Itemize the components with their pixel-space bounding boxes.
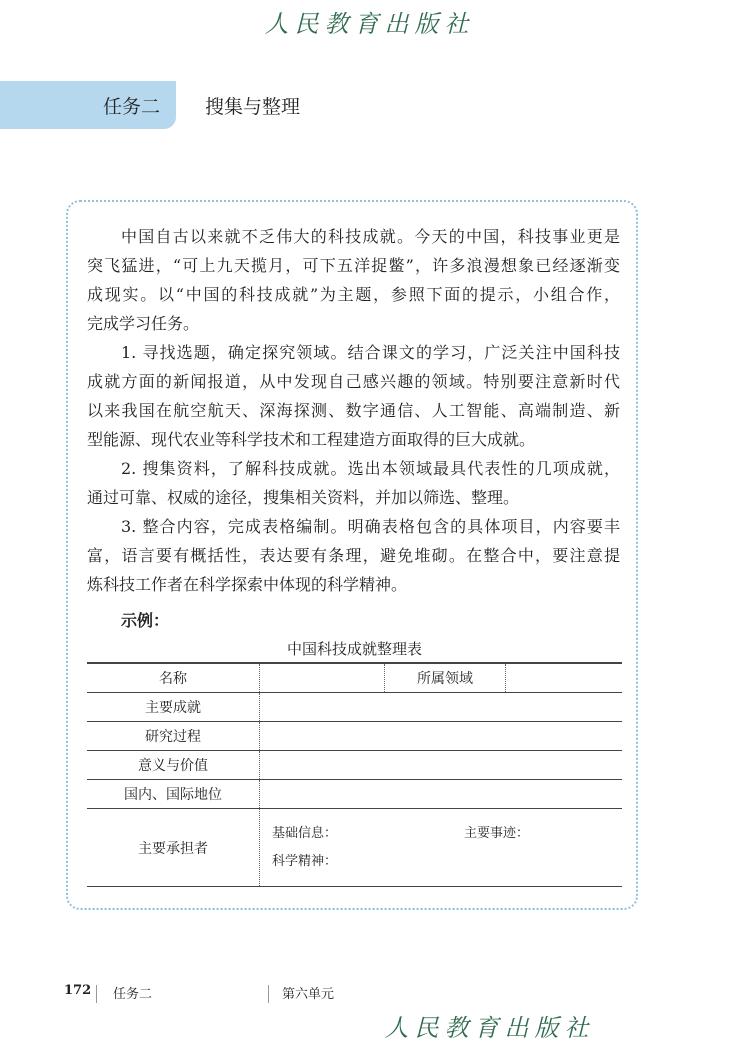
table-caption: 中国科技成就整理表 xyxy=(286,640,422,658)
value-cell xyxy=(260,780,623,809)
example-label: 示例： xyxy=(121,611,170,630)
value-cell xyxy=(260,722,623,751)
field-cell xyxy=(506,663,623,693)
row-label: 主要承担者 xyxy=(87,809,260,887)
text-line: 炼科技工作者在科学探索中体现的科学精神。 xyxy=(87,575,408,594)
page-number: 172 xyxy=(64,983,92,998)
row-label: 名称 xyxy=(87,663,260,693)
table-row xyxy=(87,693,622,722)
task-tab-label: 任务二 xyxy=(102,96,160,118)
text-line: 中国自古以来就不乏伟大的科技成就。今天的中国，科技事业更是 xyxy=(121,227,620,246)
task-title: 搜集与整理 xyxy=(205,96,301,118)
table-row xyxy=(87,780,622,809)
table-row xyxy=(87,663,622,693)
footer-section: 任务二 xyxy=(113,987,153,1002)
achievement-table xyxy=(87,662,622,887)
row-label: 国内、国际地位 xyxy=(87,780,260,809)
footer-unit: 第六单元 xyxy=(282,987,335,1002)
text-line: 1. 寻找选题，确定探究领域。结合课文的学习，广泛关注中国科技 xyxy=(121,343,620,362)
table-row xyxy=(87,751,622,780)
value-cell xyxy=(260,751,623,780)
publisher-logo-footer: 人民教育出版社 xyxy=(384,1014,595,1042)
task-tab xyxy=(0,81,176,129)
bearer-cell xyxy=(260,809,623,887)
text-line: 成就方面的新闻报道，从中发现自己感兴趣的领域。特别要注意新时代 xyxy=(87,372,620,391)
bearer-item: 主要事迹： xyxy=(464,825,530,841)
footer-divider xyxy=(96,985,97,1003)
text-line: 以来我国在航空航天、深海探测、数字通信、人工智能、高端制造、新 xyxy=(87,401,620,420)
text-line: 2. 搜集资料，了解科技成就。选出本领域最具代表性的几项成就， xyxy=(121,459,620,478)
table-row xyxy=(87,722,622,751)
text-line: 富，语言要有概括性，表达要有条理，避免堆砌。在整合中，要注意提 xyxy=(87,546,620,565)
name-cell xyxy=(260,663,385,693)
publisher-logo: 人民教育出版社 xyxy=(264,10,475,38)
value-cell xyxy=(260,693,623,722)
text-line: 3. 整合内容，完成表格编制。明确表格包含的具体项目，内容要丰 xyxy=(121,517,620,536)
text-line: 成现实。以“中国的科技成就”为主题，参照下面的提示，小组合作， xyxy=(87,285,620,304)
table-row xyxy=(87,809,622,887)
row-label: 主要成就 xyxy=(87,693,260,722)
row-label: 意义与价值 xyxy=(87,751,260,780)
task-body xyxy=(87,222,620,599)
text-line: 型能源、现代农业等科学技术和工程建造方面取得的巨大成就。 xyxy=(87,430,536,449)
bearer-item: 科学精神： xyxy=(272,853,338,869)
footer-divider xyxy=(268,985,269,1003)
row-label: 研究过程 xyxy=(87,722,260,751)
bearer-item: 基础信息： xyxy=(272,825,338,841)
text-line: 通过可靠、权威的途径，搜集相关资料，并加以筛选、整理。 xyxy=(87,488,520,507)
text-line: 完成学习任务。 xyxy=(87,314,200,333)
field-label: 所属领域 xyxy=(385,663,506,693)
text-line: 突飞猛进，“可上九天揽月，可下五洋捉鳖”，许多浪漫想象已经逐渐变 xyxy=(87,256,620,275)
